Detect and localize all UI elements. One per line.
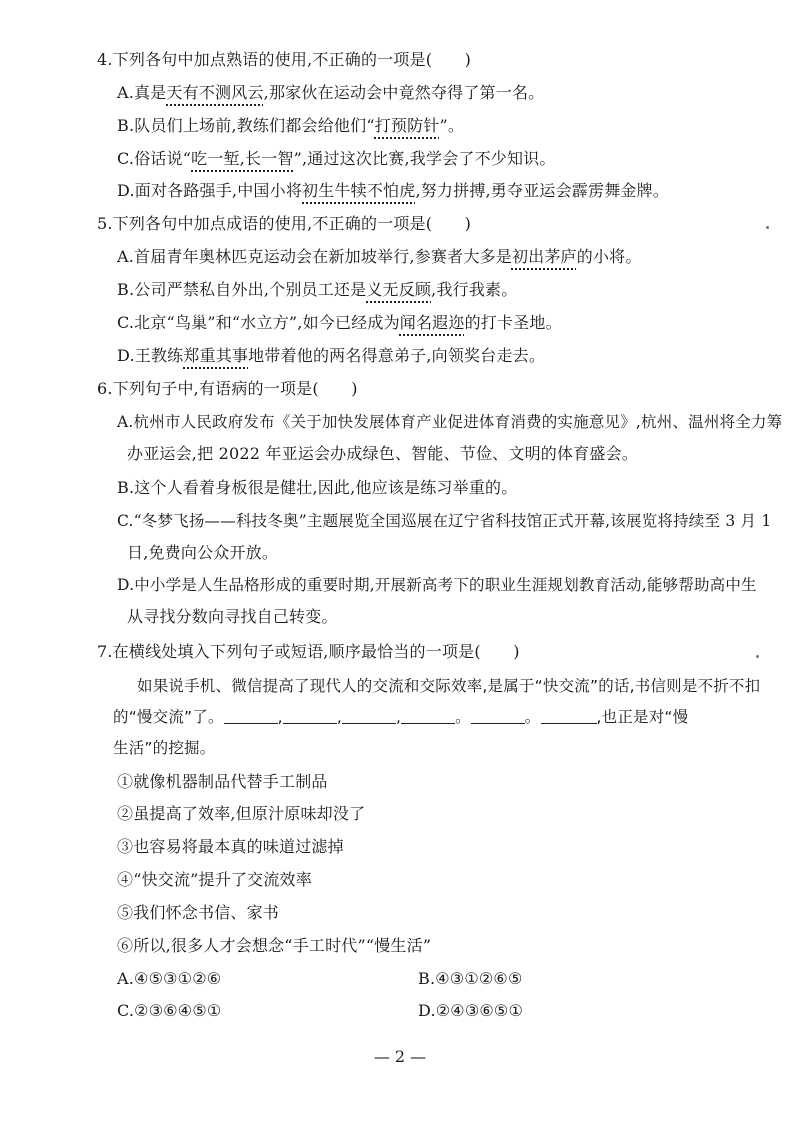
dotted-phrase: 初生牛犊不怕虎 (302, 181, 416, 200)
fill-blank-3[interactable] (342, 707, 396, 724)
sentence-item-3: ③也容易将最本真的味道过滤掉 (117, 837, 344, 856)
fill-blank-2[interactable] (283, 707, 337, 724)
question-6-option-c-line1: C.“冬梦飞扬——科技冬奥”主题展览全国巡展在辽宁省科技馆正式开幕,该展览将持续至 3 月 1 (117, 512, 772, 530)
question-6-option-d-line1: D.中小学是人生品格形成的重要时期,开展新高考下的职业生涯规划教育活动,能够帮助高中生 (117, 576, 757, 594)
question-5-option-a: A.首届青年奥林匹克运动会在新加坡举行,参赛者大多是初出茅庐的小将。 (117, 247, 642, 266)
question-4-option-c: C.俗话说“吃一堑,长一智”,通过这次比赛,我学会了不少知识。 (117, 149, 556, 168)
sentence-item-1: ①就像机器制品代替手工制品 (117, 772, 328, 791)
fill-blank-5[interactable] (471, 707, 525, 724)
question-5-option-b: B.公司严禁私自外出,个别员工还是义无反顾,我行我素。 (117, 280, 518, 299)
dotted-phrase: 闻名遐迩 (399, 313, 465, 332)
dotted-phrase: 吃一堑,长一智 (191, 149, 294, 168)
question-4-stem: 4.下列各句中加点熟语的使用,不正确的一项是( ) (97, 50, 472, 69)
sentence-item-6: ⑥所以,很多人才会想念“手工时代”“慢生活” (117, 936, 432, 955)
question-5-option-d: D.王教练郑重其事地带着他的两名得意弟子,向领奖台走去。 (117, 346, 546, 365)
sentence-item-5: ⑤我们怀念书信、家书 (117, 903, 280, 922)
dotted-phrase: 天有不测风云 (166, 83, 264, 102)
passage-line2: 的“慢交流”了。 , , , 。 。 ,也正是对“慢 (113, 708, 689, 726)
question-7-option-b: B.④③①②⑥⑤ (418, 969, 523, 988)
question-5-stem: 5.下列各句中加点成语的使用,不正确的一项是( ) (97, 214, 472, 233)
question-4-option-b: B.队员们上场前,教练们都会给他们“打预防针”。 (117, 116, 465, 135)
question-5-option-c: C.北京“鸟巢”和“水立方”,如今已经成为闻名遐迩的打卡圣地。 (117, 313, 562, 332)
sentence-item-4: ④“快交流”提升了交流效率 (117, 870, 312, 889)
question-6-option-a-line2: 办亚运会,把 2022 年亚运会办成绿色、智能、节俭、文明的体育盛会。 (127, 444, 638, 463)
question-7-option-d: D.②④③⑥⑤① (418, 1001, 524, 1020)
question-6-option-c-line2: 日,免费向公众开放。 (127, 543, 279, 562)
page-number: — 2 — (373, 1047, 427, 1066)
scan-speck (766, 226, 769, 229)
question-7-option-c: C.②③⑥④⑤① (117, 1001, 222, 1020)
fill-blank-6[interactable] (541, 707, 597, 724)
question-6-option-d-line2: 从寻找分数向寻找自己转变。 (127, 607, 338, 626)
fill-blank-1[interactable] (224, 707, 278, 724)
dotted-phrase: 义无反顾 (366, 280, 432, 299)
passage-line3: 生活”的挖掘。 (113, 739, 216, 757)
question-4-option-d: D.面对各路强手,中国小将初生牛犊不怕虎,努力拼搏,勇夺亚运会霹雳舞金牌。 (117, 181, 670, 200)
dotted-phrase: 打预防针 (374, 116, 440, 135)
question-6-option-a-line1: A.杭州市人民政府发布《关于加快发展体育产业促进体育消费的实施意见》,杭州、温州将全力筹 (117, 413, 783, 431)
dotted-phrase: 初出茅庐 (511, 247, 577, 266)
dotted-phrase: 郑重其事 (183, 346, 249, 365)
question-6-stem: 6.下列句子中,有语病的一项是( ) (97, 379, 358, 398)
passage-line1: 如果说手机、微信提高了现代人的交流和交际效率,是属于“快交流”的话,书信则是不折不扣 (137, 677, 761, 695)
question-7-stem: 7.在横线处填入下列句子或短语,顺序最恰当的一项是( ) (97, 642, 520, 661)
fill-blank-4[interactable] (401, 707, 455, 724)
question-6-option-b: B.这个人看着身板很是健壮,因此,他应该是练习举重的。 (117, 478, 518, 497)
sentence-item-2: ②虽提高了效率,但原汁原味却没了 (117, 804, 366, 823)
question-7-option-a: A.④⑤③①②⑥ (117, 969, 222, 988)
scan-speck (756, 655, 759, 658)
question-4-option-a: A.真是天有不测风云,那家伙在运动会中竟然夺得了第一名。 (117, 83, 545, 102)
